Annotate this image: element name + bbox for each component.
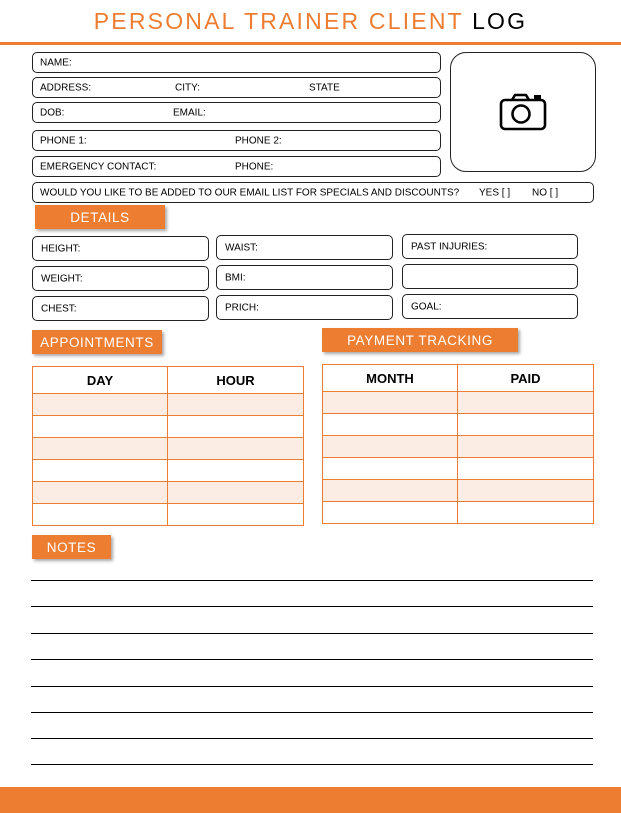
appointments-header: APPOINTMENTS <box>32 330 162 354</box>
title-part-black: LOG <box>472 8 528 34</box>
state-label: STATE <box>309 82 340 93</box>
email-list-text: WOULD YOU LIKE TO BE ADDED TO OUR EMAIL LIST FOR SPECIALS AND DISCOUNTS? <box>40 187 460 198</box>
paid-cell[interactable] <box>458 502 594 524</box>
email-label: EMAIL: <box>173 107 206 118</box>
day-cell[interactable] <box>33 460 168 482</box>
weight-field[interactable] <box>32 266 209 291</box>
name-field[interactable] <box>32 52 441 73</box>
day-cell[interactable] <box>33 394 168 416</box>
prich-field[interactable] <box>216 295 393 320</box>
paid-cell[interactable] <box>458 414 594 436</box>
table-row <box>323 436 594 458</box>
day-cell[interactable] <box>33 416 168 438</box>
chest-label: CHEST: <box>41 303 77 314</box>
dob-email-field[interactable] <box>32 102 441 123</box>
hour-cell[interactable] <box>168 416 304 438</box>
page-title <box>0 8 621 35</box>
notes-line[interactable] <box>31 764 593 765</box>
table-row <box>33 394 304 416</box>
month-cell[interactable] <box>323 414 458 436</box>
no-checkbox[interactable]: NO [ ] <box>532 187 559 198</box>
phone1-label: PHONE 1: <box>40 135 87 146</box>
hour-cell[interactable] <box>168 504 304 526</box>
month-cell[interactable] <box>323 436 458 458</box>
emergency-contact-label: EMERGENCY CONTACT: <box>40 161 157 172</box>
past-injuries-extra-field[interactable] <box>402 264 578 289</box>
appointments-table <box>32 366 304 526</box>
month-cell[interactable] <box>323 458 458 480</box>
city-label: CITY: <box>175 82 201 93</box>
notes-line[interactable] <box>31 686 593 687</box>
footer-bar <box>0 787 621 813</box>
yes-checkbox[interactable]: YES [ ] <box>479 187 511 198</box>
notes-line[interactable] <box>31 606 593 607</box>
phones-field[interactable] <box>32 130 441 151</box>
address-label: ADDRESS: <box>40 82 92 93</box>
bmi-field[interactable] <box>216 265 393 290</box>
notes-line[interactable] <box>31 580 593 581</box>
height-label: HEIGHT: <box>41 243 81 254</box>
hour-cell[interactable] <box>168 460 304 482</box>
weight-label: WEIGHT: <box>41 273 83 284</box>
day-column-header: DAY <box>33 367 168 394</box>
paid-cell[interactable] <box>458 392 594 414</box>
paid-column-header: PAID <box>458 365 594 392</box>
month-cell[interactable] <box>323 392 458 414</box>
dob-label: DOB: <box>40 107 65 118</box>
table-row <box>33 482 304 504</box>
paid-cell[interactable] <box>458 458 594 480</box>
day-cell[interactable] <box>33 482 168 504</box>
past-injuries-label: PAST INJURIES: <box>411 241 488 252</box>
camera-icon <box>499 92 547 132</box>
photo-box[interactable] <box>450 52 596 172</box>
table-row <box>323 392 594 414</box>
goal-label: GOAL: <box>411 301 442 312</box>
hour-cell[interactable] <box>168 482 304 504</box>
month-column-header: MONTH <box>323 365 458 392</box>
day-cell[interactable] <box>33 504 168 526</box>
notes-line[interactable] <box>31 633 593 634</box>
phone-label: PHONE: <box>235 161 274 172</box>
bmi-label: BMI: <box>225 272 246 283</box>
table-row <box>33 438 304 460</box>
day-cell[interactable] <box>33 438 168 460</box>
hour-column-header: HOUR <box>168 367 304 394</box>
phone2-label: PHONE 2: <box>235 135 282 146</box>
table-row <box>323 414 594 436</box>
notes-line[interactable] <box>31 712 593 713</box>
name-label: NAME: <box>40 57 72 68</box>
notes-header: NOTES <box>32 535 111 559</box>
payment-tracking-header: PAYMENT TRACKING <box>322 328 518 352</box>
hour-cell[interactable] <box>168 438 304 460</box>
table-row <box>323 458 594 480</box>
waist-field[interactable] <box>216 235 393 260</box>
table-row <box>323 502 594 524</box>
goal-field[interactable] <box>402 294 578 319</box>
notes-line[interactable] <box>31 659 593 660</box>
email-list-question[interactable] <box>32 182 594 203</box>
prich-label: PRICH: <box>225 302 259 313</box>
month-cell[interactable] <box>323 502 458 524</box>
details-header: DETAILS <box>35 205 165 229</box>
table-row <box>33 416 304 438</box>
waist-label: WAIST: <box>225 242 258 253</box>
month-cell[interactable] <box>323 480 458 502</box>
hour-cell[interactable] <box>168 394 304 416</box>
paid-cell[interactable] <box>458 436 594 458</box>
notes-line[interactable] <box>31 738 593 739</box>
title-rule <box>0 42 621 45</box>
paid-cell[interactable] <box>458 480 594 502</box>
title-part-orange: PERSONAL TRAINER CLIENT <box>93 8 473 34</box>
table-row <box>323 480 594 502</box>
chest-field[interactable] <box>32 296 209 321</box>
past-injuries-field[interactable] <box>402 234 578 259</box>
table-row <box>33 504 304 526</box>
emergency-contact-field[interactable] <box>32 156 441 177</box>
height-field[interactable] <box>32 236 209 261</box>
table-row <box>33 460 304 482</box>
address-field[interactable] <box>32 77 441 98</box>
payment-table <box>322 364 594 524</box>
